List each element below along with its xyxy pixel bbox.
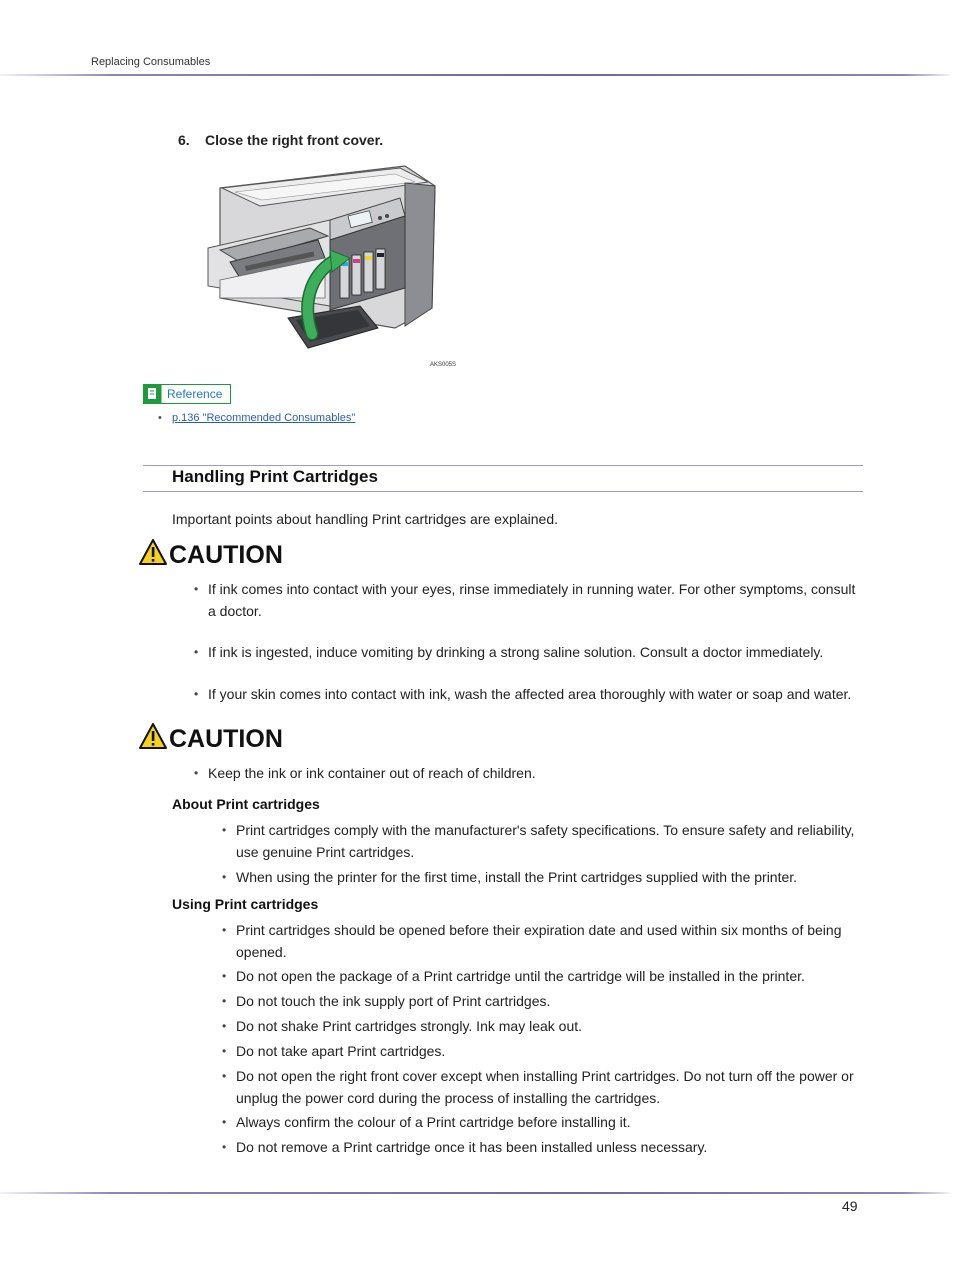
reference-label: Reference: [167, 387, 223, 401]
footer-rule: [0, 1192, 950, 1194]
list-item: • When using the printer for the first time, install the Print cartridges supplied with the printer.: [222, 869, 798, 885]
step-text: Close the right front cover.: [205, 132, 384, 148]
list-item-continued: opened.: [236, 944, 287, 960]
header-rule: [0, 74, 950, 76]
list-item: • Always confirm the colour of a Print cartridge before installing it.: [222, 1114, 631, 1130]
list-item: • Do not touch the ink supply port of Print cartridges.: [222, 993, 551, 1009]
list-item: • Do not open the right front cover except when installing Print cartridges. Do not turn off the power or: [222, 1068, 854, 1084]
list-item: • Print cartridges comply with the manufacturer's safety specifications. To ensure safety and reliability,: [222, 822, 855, 838]
list-item: • Do not take apart Print cartridges.: [222, 1043, 446, 1059]
list-item: • Do not remove a Print cartridge once it has been installed unless necessary.: [222, 1139, 708, 1155]
recommended-consumables-link[interactable]: p.136 "Recommended Consumables": [172, 412, 356, 424]
reference-badge: [143, 384, 231, 404]
caution-label: CAUTION: [169, 541, 283, 568]
list-item: • Print cartridges should be opened before their expiration date and used within six months of being: [222, 922, 842, 938]
list-item-continued: a doctor.: [208, 603, 262, 619]
page-number: 49: [842, 1198, 858, 1214]
caution-banner: [139, 538, 289, 568]
list-item: • If ink is ingested, induce vomiting by drinking a strong saline solution. Consult a doctor immediately.: [194, 644, 824, 660]
list-item: • Do not shake Print cartridges strongly. Ink may leak out.: [222, 1018, 583, 1034]
about-title: About Print cartridges: [172, 796, 320, 812]
printer-illustration: [200, 158, 470, 370]
running-header: Replacing Consumables: [91, 56, 211, 68]
list-item-continued: unplug the power cord during the process of installing the cartridges.: [236, 1090, 661, 1106]
list-item: • If your skin comes into contact with ink, wash the affected area thoroughly with water or soap and water.: [194, 686, 852, 702]
section-title: Handling Print Cartridges: [172, 467, 378, 486]
list-item-continued: use genuine Print cartridges.: [236, 844, 415, 860]
step-6: [178, 132, 383, 148]
list-item: • Do not open the package of a Print cartridge until the cartridge will be installed in the printer.: [222, 968, 805, 984]
caution-banner: [139, 722, 289, 752]
using-title: Using Print cartridges: [172, 896, 319, 912]
list-item: • Keep the ink or ink container out of reach of children.: [194, 765, 536, 781]
reference-bullet: •: [158, 412, 162, 424]
step-number: 6.: [178, 132, 190, 148]
figure-code: AKS005S: [430, 362, 457, 368]
section-intro: Important points about handling Print cartridges are explained.: [172, 511, 559, 527]
caution-label: CAUTION: [169, 725, 283, 752]
list-item: • If ink comes into contact with your eyes, rinse immediately in running water. For other symptoms, consult: [194, 581, 856, 597]
